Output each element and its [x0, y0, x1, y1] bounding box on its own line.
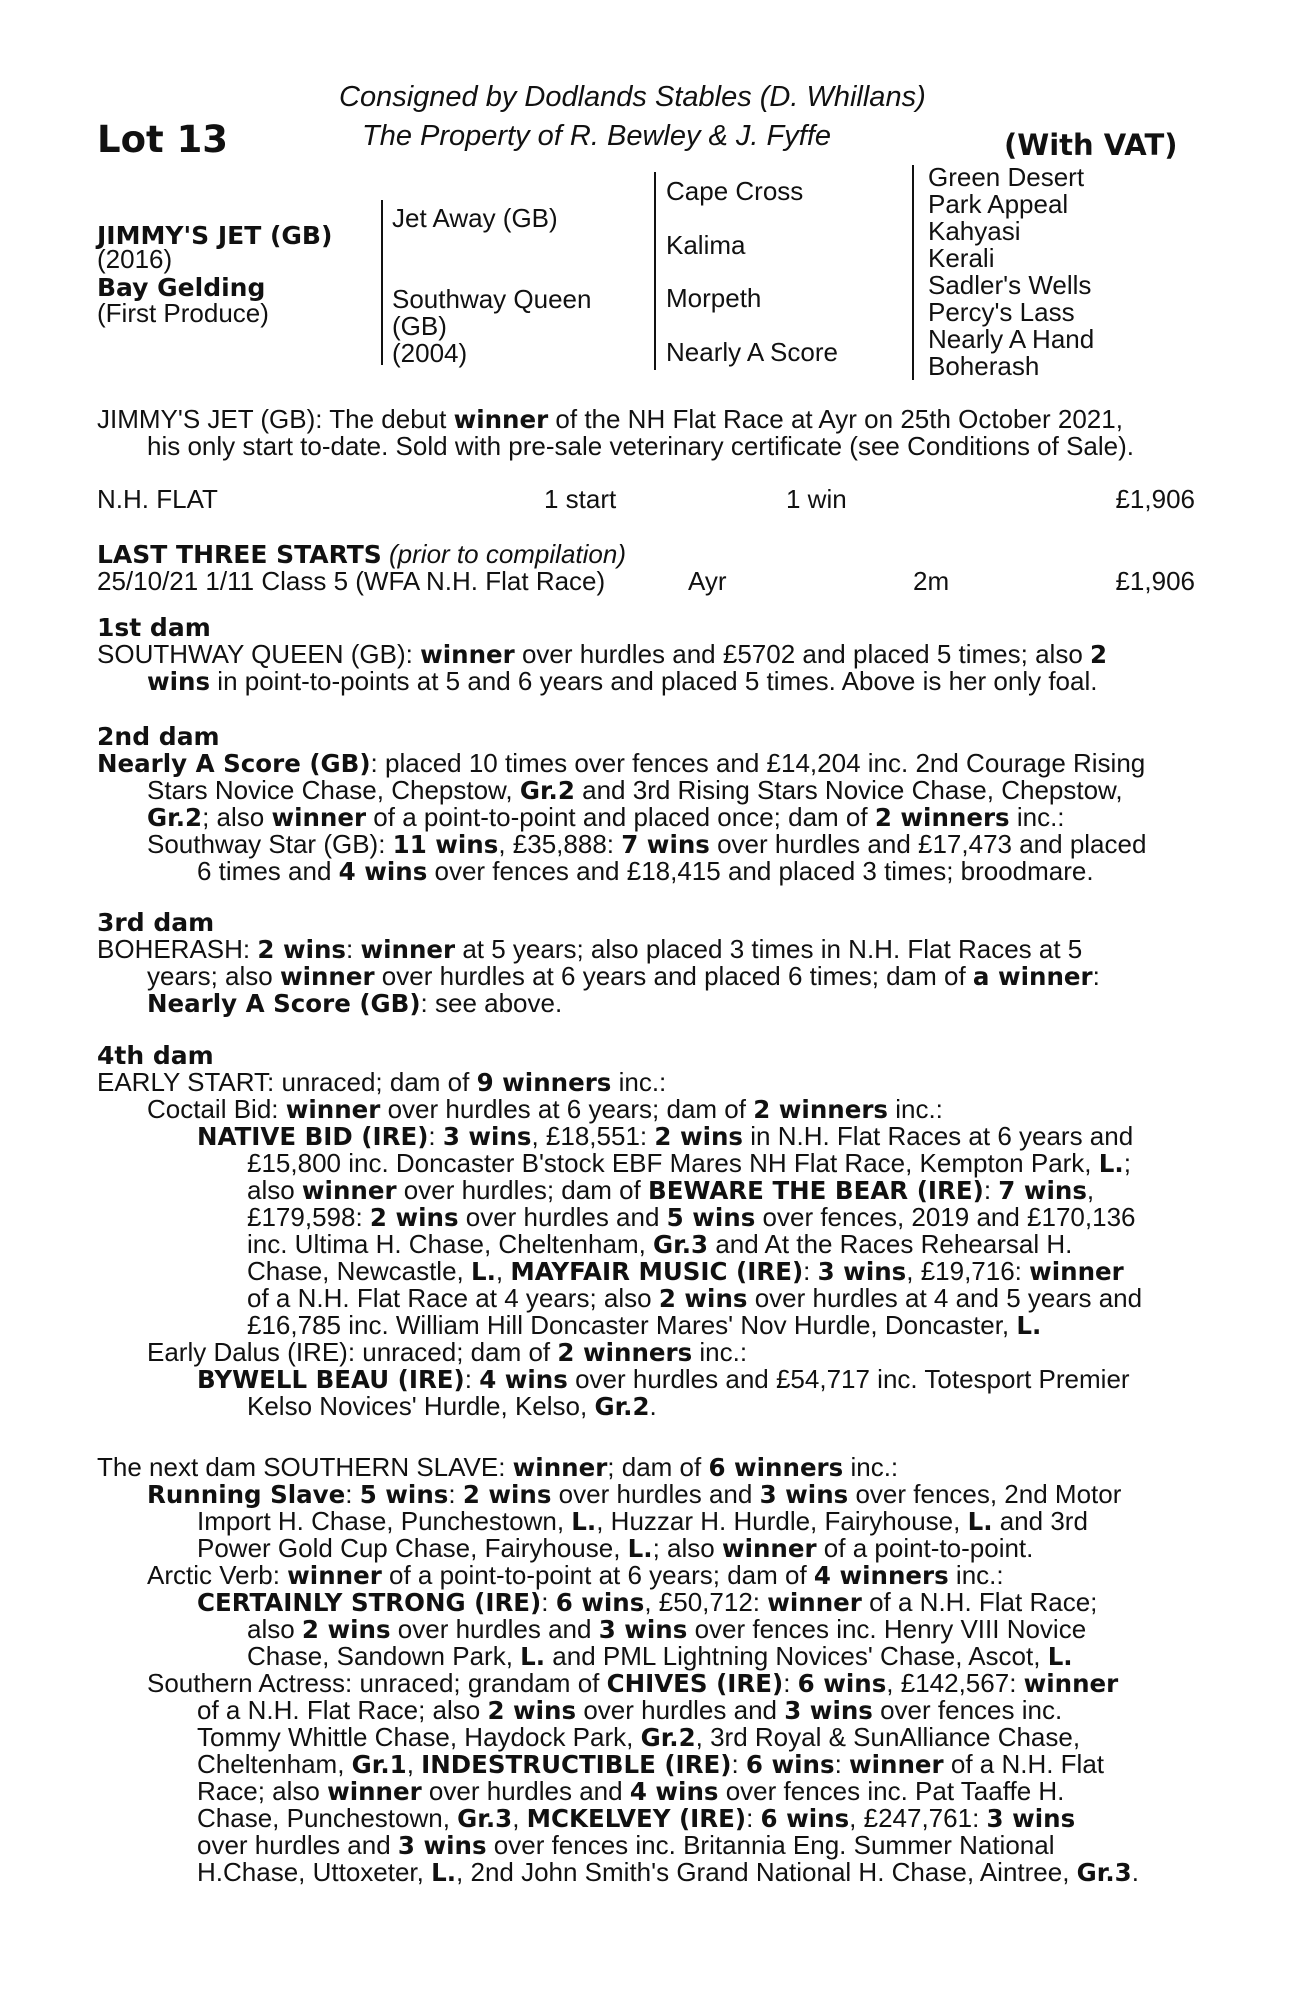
bold-text: winner	[420, 640, 515, 669]
body-text: £179,598:	[247, 1202, 370, 1232]
body-text: of a point-to-point.	[816, 1533, 1034, 1563]
start-venue: Ayr	[688, 566, 727, 596]
body-text: inc.:	[611, 1067, 667, 1097]
bold-text: 3 wins	[598, 1615, 688, 1644]
body-text: Coctail Bid:	[147, 1094, 286, 1124]
bold-text: winner	[301, 1176, 397, 1205]
body-text: , 2nd John Smith's Grand National H. Chase, Aintree,	[456, 1857, 1077, 1887]
body-text: over hurdles at 6 years; dam of	[380, 1094, 754, 1124]
body-text: :	[746, 1803, 761, 1833]
start-distance: 2m	[913, 566, 950, 596]
bold-text: winner	[1029, 1257, 1124, 1286]
text-line	[97, 486, 1195, 513]
text-line	[97, 1724, 1195, 1751]
bold-text: Gr.3	[653, 1230, 709, 1259]
body-text: H.Chase, Uttoxeter,	[197, 1857, 432, 1887]
start-race: 25/10/21 1/11 Class 5 (WFA N.H. Flat Race)	[97, 566, 606, 596]
text-line	[97, 1069, 1195, 1096]
bold-text: 2 wins	[658, 1284, 748, 1313]
text-line	[97, 777, 1195, 804]
body-text: in N.H. Flat Races at 6 years and	[743, 1121, 1134, 1151]
bold-text: 3 wins	[784, 1696, 873, 1725]
fourth-dam-heading: 4th dam	[97, 1041, 214, 1070]
body-text: also	[247, 1614, 302, 1644]
text-line	[97, 1616, 1195, 1643]
bold-text: 11 wins	[392, 830, 499, 859]
bold-text: winner	[279, 962, 375, 991]
body-text: inc.:	[888, 1094, 943, 1124]
body-text: :	[428, 1121, 443, 1151]
bold-text: Gr.3	[457, 1804, 513, 1833]
bold-text: 3 wins	[986, 1804, 1076, 1833]
bold-text: 3 wins	[442, 1122, 532, 1151]
bold-text: BYWELL BEAU (IRE)	[197, 1365, 465, 1394]
bold-text: 2 winners	[874, 803, 1010, 832]
bold-text: winner	[512, 1453, 608, 1482]
property-of: The Property of R. Bewley & J. Fyffe	[362, 120, 831, 152]
body-text: over hurdles and £54,717 inc. Totesport Premier	[567, 1364, 1130, 1394]
body-text: ;	[1123, 1148, 1131, 1178]
body-text: inc.:	[843, 1452, 899, 1482]
text-line	[97, 1204, 1195, 1231]
body-text: :	[448, 1479, 463, 1509]
body-text: also	[247, 1175, 302, 1205]
bold-text: 6 wins	[797, 1669, 887, 1698]
bold-text: Gr.2	[147, 803, 203, 832]
text-line	[97, 641, 1195, 668]
body-text: of a N.H. Flat Race; also	[197, 1695, 488, 1725]
bold-text: winner	[327, 1777, 422, 1806]
body-text: and 3rd	[992, 1506, 1088, 1536]
bold-text: winner	[271, 803, 367, 832]
body-text: : placed 10 times over fences and £14,204 inc. 2nd Courage Rising	[370, 748, 1146, 778]
bold-text: L.	[1016, 1311, 1042, 1340]
pedigree-g3: Kerali	[928, 243, 995, 273]
body-text: over hurdles and	[551, 1479, 760, 1509]
text-line	[97, 1096, 1195, 1123]
body-text: Tommy Whittle Chase, Haydock Park,	[197, 1722, 641, 1752]
body-text: and At the Races Rehearsal H.	[708, 1229, 1073, 1259]
body-text: his only start to-date. Sold with pre-sale veterinary certificate (see Conditions of Sale).	[147, 431, 1135, 461]
body-text: of a point-to-point at 6 years; dam of	[381, 1560, 814, 1590]
bold-text: Running Slave	[147, 1480, 346, 1509]
bold-text: wins	[147, 667, 211, 696]
body-text: over hurdles and	[576, 1695, 785, 1725]
body-text: and 3rd Rising Stars Novice Chase, Chepstow,	[574, 775, 1123, 805]
body-text: of a point-to-point and placed once; dam of	[366, 802, 875, 832]
pedigree-g3: Boherash	[928, 351, 1040, 381]
text-line	[97, 1339, 1195, 1366]
body-text: ; also	[652, 1533, 722, 1563]
pedigree-g3: Nearly A Hand	[928, 324, 1095, 354]
bold-text: 4 wins	[338, 857, 428, 886]
bold-text: Gr.2	[594, 1392, 650, 1421]
body-text: £16,785 inc. William Hill Doncaster Mares' Nov Hurdle, Doncaster,	[247, 1310, 1017, 1340]
bold-text: 2 winners	[557, 1338, 693, 1367]
bold-text: 2 wins	[369, 1203, 459, 1232]
bold-text: 6 wins	[555, 1588, 645, 1617]
body-text: ; also	[202, 802, 272, 832]
body-text: Chase, Newcastle,	[247, 1256, 471, 1286]
body-text: of a N.H. Flat Race;	[861, 1587, 1098, 1617]
body-text: BOHERASH:	[97, 934, 258, 964]
text-line	[97, 1832, 1195, 1859]
body-text: in point-to-points at 5 and 6 years and placed 5 times. Above is her only foal.	[210, 666, 1098, 696]
record-type: N.H. FLAT	[97, 484, 218, 514]
body-text: EARLY START: unraced; dam of	[97, 1067, 477, 1097]
bold-text: L.	[627, 1534, 653, 1563]
bold-text: 4 wins	[629, 1777, 719, 1806]
text-line	[97, 750, 1195, 777]
bold-text: 2 wins	[257, 935, 347, 964]
text-line	[97, 1177, 1195, 1204]
second-dam-heading: 2nd dam	[97, 722, 220, 751]
body-text: ,	[1086, 1175, 1095, 1205]
bold-text: 7 wins	[621, 830, 710, 859]
bold-text: 6 wins	[760, 1804, 850, 1833]
lot-number: Lot 13	[97, 118, 229, 161]
body-text: over hurdles and	[390, 1614, 599, 1644]
pedigree-dam-origin: (GB)	[392, 311, 447, 341]
bold-text: L.	[1098, 1149, 1124, 1178]
body-text: over hurdles at 6 years and placed 6 times; dam of	[374, 961, 973, 991]
bold-text: 6 wins	[745, 1750, 835, 1779]
body-text: , Huzzar H. Hurdle, Fairyhouse,	[596, 1506, 968, 1536]
bold-text: 2 winners	[753, 1095, 888, 1124]
bold-text: L.	[967, 1507, 993, 1536]
pedigree-g3: Percy's Lass	[928, 297, 1075, 327]
pedigree-g3: Green Desert	[928, 162, 1085, 192]
text-line	[97, 568, 1195, 595]
bold-text: Gr.1	[351, 1750, 407, 1779]
pedigree-sire-dam: Kalima	[666, 230, 746, 260]
body-text: over fences inc.	[872, 1695, 1063, 1725]
body-text: over hurdles and	[197, 1830, 398, 1860]
bold-text: winner	[285, 1095, 381, 1124]
text-line	[97, 1258, 1195, 1285]
bold-text: 3 wins	[759, 1480, 849, 1509]
text-line	[97, 804, 1195, 831]
pedigree-line	[654, 172, 656, 370]
body-text: :	[1092, 961, 1100, 991]
text-line	[97, 1231, 1195, 1258]
text-line	[97, 1751, 1195, 1778]
body-text: :	[464, 1364, 480, 1394]
next-dam-section	[97, 1454, 1195, 1886]
bold-text: MCKELVEY (IRE)	[526, 1804, 747, 1833]
text-line	[97, 831, 1195, 858]
last-three-heading: LAST THREE STARTS	[97, 540, 382, 569]
bold-text: 3 wins	[397, 1831, 487, 1860]
second-dam-section	[97, 723, 1195, 885]
pedigree-dam: Southway Queen	[392, 284, 592, 314]
italic-note: (prior to compilation)	[389, 539, 626, 569]
body-text: of a N.H. Flat Race at 4 years; also	[247, 1283, 659, 1313]
body-text: The next dam SOUTHERN SLAVE:	[97, 1452, 513, 1482]
body-text: ,	[512, 1803, 527, 1833]
bold-text: winner	[287, 1561, 382, 1590]
record-earnings: £1,906	[1115, 484, 1195, 514]
body-text: inc.:	[692, 1337, 748, 1367]
pedigree-dam-sire: Morpeth	[666, 283, 762, 313]
bold-text: Nearly A Score (GB)	[97, 749, 371, 778]
bold-text: L.	[571, 1507, 597, 1536]
body-text: :	[783, 1668, 798, 1698]
text-line	[97, 1589, 1195, 1616]
pedigree-line	[381, 200, 383, 365]
body-text: years; also	[147, 961, 280, 991]
text-line	[97, 990, 1195, 1017]
text-line	[97, 541, 1195, 568]
body-text: at 5 years; also placed 3 times in N.H. Flat Races at 5	[455, 934, 1083, 964]
body-text: , £247,761:	[849, 1803, 987, 1833]
body-text: SOUTHWAY QUEEN (GB):	[97, 639, 421, 669]
bold-text: Gr.2	[640, 1723, 696, 1752]
bold-text: winner	[767, 1588, 862, 1617]
bold-text: INDESTRUCTIBLE (IRE)	[421, 1750, 732, 1779]
body-text: , £142,567:	[886, 1668, 1024, 1698]
pedigree-dam-year: (2004)	[392, 338, 468, 368]
body-text: over fences, 2nd Motor	[848, 1479, 1122, 1509]
bold-text: Gr.3	[1076, 1858, 1132, 1887]
body-text: 6 times and	[197, 856, 339, 886]
body-text: £15,800 inc. Doncaster B'stock EBF Mares NH Flat Race, Kempton Park,	[247, 1148, 1099, 1178]
body-text: :	[541, 1587, 556, 1617]
body-text: Stars Novice Chase, Chepstow,	[147, 775, 520, 805]
bold-text: 4 wins	[479, 1365, 568, 1394]
body-text: over hurdles and £5702 and placed 5 times; also	[514, 639, 1090, 669]
body-text: .	[649, 1391, 657, 1421]
body-text: Cheltenham,	[197, 1749, 352, 1779]
bold-text: NATIVE BID (IRE)	[197, 1122, 429, 1151]
body-text: ,	[495, 1256, 511, 1286]
text-line	[97, 1123, 1195, 1150]
bold-text: winner	[721, 1534, 817, 1563]
text-line	[97, 1454, 1195, 1481]
body-text: :	[345, 1479, 360, 1509]
horse-note: (First Produce)	[97, 298, 269, 328]
body-text: , 3rd Royal & SunAlliance Chase,	[695, 1722, 1081, 1752]
text-line	[97, 1859, 1195, 1886]
bold-text: L.	[520, 1642, 546, 1671]
body-text: inc.:	[948, 1560, 1004, 1590]
pedigree-g3: Sadler's Wells	[928, 270, 1092, 300]
body-text: over hurdles and	[458, 1202, 667, 1232]
text-line	[97, 1285, 1195, 1312]
text-line	[97, 1643, 1195, 1670]
text-line	[97, 858, 1195, 885]
third-dam-section	[97, 909, 1195, 1017]
text-line	[97, 1670, 1195, 1697]
body-text: ,	[406, 1749, 422, 1779]
bold-text: 2 wins	[462, 1480, 552, 1509]
body-text: over hurdles and	[421, 1776, 630, 1806]
text-line	[97, 1312, 1195, 1339]
body-text: JIMMY'S JET (GB): The debut	[97, 404, 454, 434]
bold-text: a winner	[972, 962, 1093, 991]
intro-paragraph	[97, 406, 1195, 460]
text-line	[97, 1366, 1195, 1393]
bold-text: 7 wins	[998, 1176, 1087, 1205]
body-text: Early Dalus (IRE): unraced; dam of	[147, 1337, 558, 1367]
body-text: :	[983, 1175, 999, 1205]
fourth-dam-section	[97, 1042, 1195, 1420]
vat-note: (With VAT)	[1004, 128, 1178, 162]
bold-text: 5 wins	[359, 1480, 449, 1509]
text-line	[97, 1805, 1195, 1832]
bold-text: 2 wins	[487, 1696, 577, 1725]
body-text: and PML Lightning Novices' Chase, Ascot,	[545, 1641, 1048, 1671]
text-line	[97, 963, 1195, 990]
bold-text: CHIVES (IRE)	[606, 1669, 784, 1698]
horse-year: (2016)	[97, 244, 173, 274]
body-text: Arctic Verb:	[147, 1560, 288, 1590]
bold-text: winner	[849, 1750, 944, 1779]
bold-text: winner	[1023, 1669, 1119, 1698]
body-text: :	[731, 1749, 746, 1779]
pedigree-sire-sire: Cape Cross	[666, 176, 804, 206]
first-dam-section	[97, 614, 1195, 695]
bold-text: 2 wins	[301, 1615, 391, 1644]
body-text: over hurdles; dam of	[396, 1175, 649, 1205]
last-three-starts	[97, 541, 1195, 595]
bold-text: MAYFAIR MUSIC (IRE)	[510, 1257, 804, 1286]
text-line	[97, 668, 1195, 695]
bold-text: winner	[453, 405, 549, 434]
bold-text: Nearly A Score (GB)	[147, 989, 421, 1018]
bold-text: Gr.2	[519, 776, 575, 805]
body-text: , £50,712:	[644, 1587, 768, 1617]
bold-text: 9 winners	[476, 1068, 612, 1097]
body-text: .	[1131, 1857, 1139, 1887]
body-text: ; dam of	[607, 1452, 709, 1482]
body-text: , £19,716:	[906, 1256, 1030, 1286]
first-dam-heading: 1st dam	[97, 613, 211, 642]
body-text: Chase, Sandown Park,	[247, 1641, 521, 1671]
horse-name: JIMMY'S JET (GB)	[97, 221, 333, 250]
start-prize: £1,906	[1115, 566, 1195, 596]
text-line	[97, 1150, 1195, 1177]
body-text: , £35,888:	[498, 829, 622, 859]
pedigree-line	[912, 165, 914, 380]
body-text: Import H. Chase, Punchestown,	[197, 1506, 572, 1536]
bold-text: L.	[431, 1858, 457, 1887]
bold-text: L.	[1047, 1642, 1073, 1671]
body-text: Race; also	[197, 1776, 328, 1806]
body-text: over fences inc. Henry VIII Novice	[687, 1614, 1087, 1644]
body-text: :	[346, 934, 361, 964]
body-text: Chase, Punchestown,	[197, 1803, 458, 1833]
bold-text: winner	[360, 935, 456, 964]
third-dam-heading: 3rd dam	[97, 908, 215, 937]
text-line	[97, 1562, 1195, 1589]
text-line	[97, 1778, 1195, 1805]
body-text: over hurdles at 4 and 5 years and	[747, 1283, 1143, 1313]
record-wins: 1 win	[786, 484, 847, 514]
body-text: over hurdles and £17,473 and placed	[709, 829, 1147, 859]
body-text: inc.:	[1009, 802, 1065, 832]
bold-text: 3 wins	[817, 1257, 907, 1286]
pedigree-sire: Jet Away (GB)	[392, 203, 558, 233]
bold-text: 6 winners	[708, 1453, 844, 1482]
pedigree-dam-dam: Nearly A Score	[666, 337, 838, 367]
body-text: Power Gold Cup Chase, Fairyhouse,	[197, 1533, 628, 1563]
consignor: Consigned by Dodlands Stables (D. Whillans)	[339, 81, 926, 113]
body-text: Southway Star (GB):	[147, 829, 393, 859]
body-text: :	[834, 1749, 850, 1779]
bold-text: BEWARE THE BEAR (IRE)	[648, 1176, 984, 1205]
body-text: over fences and £18,415 and placed 3 times; broodmare.	[427, 856, 1094, 886]
body-text: Southern Actress: unraced; grandam of	[147, 1668, 607, 1698]
body-text: : see above.	[420, 988, 563, 1018]
race-record	[97, 486, 1195, 513]
body-text: of a N.H. Flat	[943, 1749, 1105, 1779]
body-text: inc. Ultima H. Chase, Cheltenham,	[247, 1229, 654, 1259]
bold-text: 2	[1090, 640, 1108, 669]
bold-text: CERTAINLY STRONG (IRE)	[197, 1588, 542, 1617]
text-line	[97, 1508, 1195, 1535]
bold-text: L.	[470, 1257, 496, 1286]
bold-text: 2 wins	[654, 1122, 744, 1151]
bold-text: 4 winners	[813, 1561, 949, 1590]
text-line	[97, 1393, 1195, 1420]
body-text: , £18,551:	[531, 1121, 655, 1151]
bold-text: 5 wins	[666, 1203, 756, 1232]
text-line	[97, 936, 1195, 963]
text-line	[97, 1535, 1195, 1562]
text-line	[97, 1697, 1195, 1724]
body-text: of the NH Flat Race at Ayr on 25th October 2021,	[548, 404, 1123, 434]
pedigree-g3: Kahyasi	[928, 216, 1021, 246]
body-text: over fences, 2019 and £170,136	[755, 1202, 1136, 1232]
pedigree-g3: Park Appeal	[928, 189, 1069, 219]
body-text: :	[803, 1256, 818, 1286]
body-text: over fences inc. Pat Taaffe H.	[718, 1776, 1065, 1806]
body-text: over fences inc. Britannia Eng. Summer National	[486, 1830, 1055, 1860]
text-line	[97, 1481, 1195, 1508]
horse-sex: Bay Gelding	[97, 273, 266, 302]
body-text: Kelso Novices' Hurdle, Kelso,	[247, 1391, 595, 1421]
record-starts: 1 start	[544, 484, 617, 514]
